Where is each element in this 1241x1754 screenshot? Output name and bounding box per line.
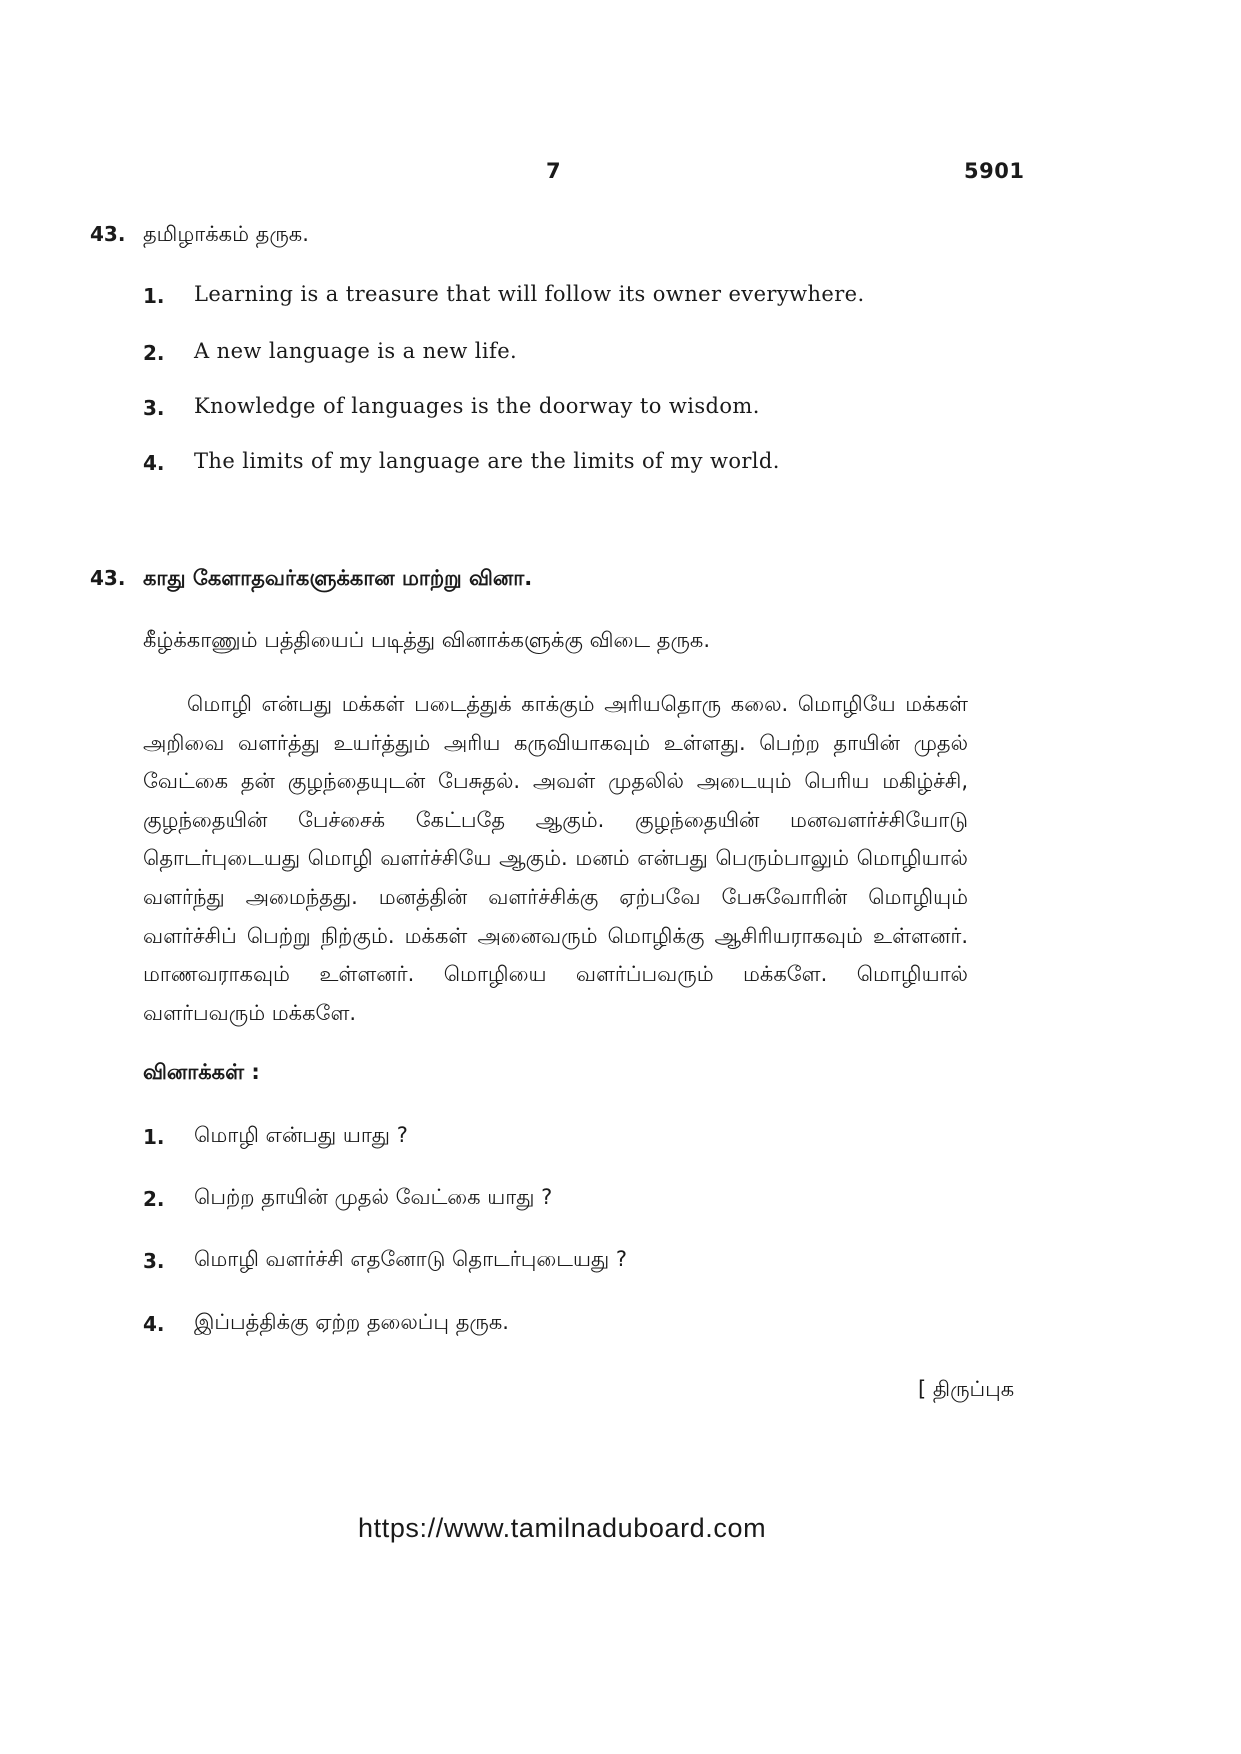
turn-over-note: [ திருப்புக (918, 1377, 1015, 1401)
item-number: 1. (143, 284, 165, 308)
translation-sentence: The limits of my language are the limits of my world. (194, 449, 780, 473)
question-number: 43. (90, 222, 126, 246)
question-title: காது கேளாதவர்களுக்கான மாற்று வினா. (143, 566, 533, 590)
passage (143, 685, 968, 1032)
questions-heading: வினாக்கள் : (143, 1060, 260, 1084)
item-number: 1. (143, 1125, 165, 1149)
translation-sentence: A new language is a new life. (194, 339, 518, 363)
passage-line: அறிவை வளர்த்து உயர்த்தும் அரிய கருவியாகவும் உள்ளது. பெற்ற தாயின் முதல் (143, 730, 968, 755)
question-instruction: கீழ்க்காணும் பத்தியைப் படித்து வினாக்களுக்கு விடை தருக. (143, 628, 711, 652)
passage-line: தொடர்புடையது மொழி வளர்ச்சியே ஆகும். மனம் என்பது பெரும்பாலும் மொழியால் (143, 846, 968, 871)
item-number: 2. (143, 341, 165, 365)
paper-code: 5901 (964, 159, 1025, 183)
passage-line: வளர்ச்சிப் பெற்று நிற்கும். மக்கள் அனைவரும் மொழிக்கு ஆசிரியராகவும் உள்ளனர். (143, 923, 968, 948)
question-instruction: தமிழாக்கம் தருக. (143, 222, 309, 246)
item-number: 3. (143, 1249, 165, 1273)
passage-line: மொழி என்பது மக்கள் படைத்துக் காக்கும் அரியதொரு கலை. மொழியே மக்கள் (187, 692, 968, 716)
question-item: மொழி வளர்ச்சி எதனோடு தொடர்புடையது ? (194, 1247, 627, 1271)
passage-line: வளர்பவரும் மக்களே. (143, 1000, 357, 1025)
item-number: 3. (143, 396, 165, 420)
passage-line: வேட்கை தன் குழந்தையுடன் பேசுதல். அவள் முதலில் அடையும் பெரிய மகிழ்ச்சி, (143, 769, 968, 794)
page-number: 7 (546, 159, 561, 183)
translation-sentence: Knowledge of languages is the doorway to wisdom. (194, 394, 760, 418)
item-number: 2. (143, 1187, 165, 1211)
question-item: இப்பத்திக்கு ஏற்ற தலைப்பு தருக. (194, 1310, 509, 1334)
question-item: பெற்ற தாயின் முதல் வேட்கை யாது ? (194, 1185, 553, 1209)
translation-sentence: Learning is a treasure that will follow its owner everywhere. (194, 282, 865, 306)
passage-line: வளர்ந்து அமைந்தது. மனத்தின் வளர்ச்சிக்கு ஏற்பவே பேசுவோரின் மொழியும் (143, 884, 968, 909)
passage-line: மாணவராகவும் உள்ளனர். மொழியை வளர்ப்பவரும் மக்களே. மொழியால் (143, 962, 968, 987)
item-number: 4. (143, 451, 165, 475)
footer-url[interactable]: https://www.tamilnaduboard.com (358, 1513, 767, 1543)
item-number: 4. (143, 1312, 165, 1336)
question-item: மொழி என்பது யாது ? (194, 1123, 408, 1147)
passage-line: குழந்தையின் பேச்சைக் கேட்பதே ஆகும். குழந்தையின் மனவளர்ச்சியோடு (143, 807, 968, 832)
question-number: 43. (90, 566, 126, 590)
